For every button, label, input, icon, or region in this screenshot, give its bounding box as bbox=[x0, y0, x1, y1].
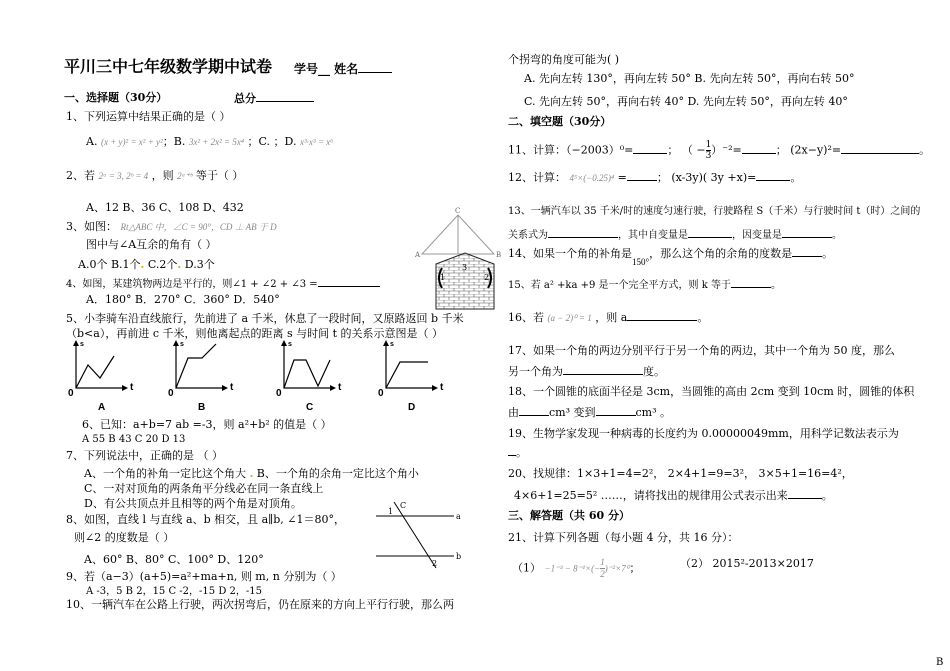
q14: 14、如果一个角的补角是$_{150^\circ}$，那么这个角的余角的度数是 。 bbox=[508, 247, 834, 267]
q12: 12、计算： 4⁵×(−0.25)⁴ = ； (x-3y)( 3y +x)= 。 bbox=[508, 171, 802, 184]
graph-s-label: s bbox=[180, 341, 184, 348]
q3: 3、如图： Rt△ABC 中，∠C = 90°，CD ⊥ AB 于 D bbox=[66, 220, 277, 233]
q3-options: A.0个 B.1个. C.2个. D.3个 bbox=[78, 258, 215, 271]
q21-1: $(1) -1^{-3} - 8^{-1}\times(-\frac{1}{2})^{-2}\times 7^0$； bbox=[512, 557, 641, 579]
section-fill-title: 二、填空题（30分） bbox=[508, 115, 612, 128]
q13-line1: 13、一辆汽车以 35 千米/时的速度匀速行驶，行驶路程 S（千米）与行驶时间 t（时）之间的 bbox=[508, 206, 921, 217]
q10: 10、一辆汽车在公路上行驶，两次拐弯后，仍在原来的方向上平行行驶，那么两 bbox=[66, 598, 454, 611]
title-fields: 学号__ 姓名 bbox=[294, 62, 392, 76]
page-title: 平川三中七年级数学期中试卷 bbox=[64, 57, 273, 76]
q19: 19、生物学家发现一种病毒的长度约为 0.00000049mm，用科学记数法表示为 bbox=[508, 427, 899, 440]
q5-line2: （b<a），再前进 c 千米，则他离起点的距离 s 与时间 t 的关系示意图是（ ） bbox=[66, 327, 444, 340]
q2-options: A、12 B、36 C、108 D、432 bbox=[86, 201, 244, 214]
graph-a bbox=[68, 340, 134, 413]
graph-c bbox=[276, 340, 342, 413]
q20-line2: 4×6+1=25=5² ……，请将找出的规律用公式表示出来 。 bbox=[514, 489, 833, 502]
q11: 11、计算：（−2003）⁰= ； （ $-\frac{1}{3})^{-2}=$ ； (2x−y)²= 。 bbox=[508, 140, 931, 161]
q8-line1: 8、如图，直线 l 与直线 a、b 相交，且 a∥b, ∠1＝80°， bbox=[66, 513, 345, 526]
q13-line2: 关系式为 ，其中自变量是 ，因变量是 。 bbox=[508, 227, 842, 243]
q18-line2: 由 cm³ 变到 cm³ 。 bbox=[508, 406, 671, 419]
label-line-c: C bbox=[400, 501, 407, 510]
q7-options-ab: A、一个角的补角一定比这个角大 . B、一个角的余角一定比这个角小 bbox=[84, 467, 419, 480]
graph-axes bbox=[386, 342, 436, 388]
q6-options: A 55 B 43 C 20 D 13 bbox=[82, 434, 186, 445]
q9: 9、若（a−3）(a+5)=a²+ma+n, 则 m, n 分别为（ ） bbox=[66, 570, 342, 583]
q1-options: A. (x + y)² = x² + y²；B. 3x² + 2x² = 5x⁴ ；C. ；D. x³·x³ = x⁶ bbox=[86, 135, 334, 148]
graph-t-label: t bbox=[440, 382, 444, 393]
q1: 1、下列运算中结果正确的是（ ） bbox=[66, 110, 231, 123]
q17-line2: 另一个角为 度。 bbox=[508, 365, 665, 378]
graph-line bbox=[284, 360, 330, 388]
graph-letter: B bbox=[198, 402, 206, 413]
q10-cont: 个拐弯的角度可能为( ) bbox=[508, 53, 620, 66]
graph-s-label: s bbox=[80, 341, 84, 348]
label-a: A bbox=[415, 251, 421, 259]
building-figure bbox=[432, 252, 498, 310]
q21-2: （2） 2015²-2013×2017 bbox=[680, 557, 814, 570]
label-b: B bbox=[496, 251, 502, 259]
graph-line bbox=[176, 344, 216, 388]
graph-axes bbox=[176, 342, 226, 388]
graph-t-label: t bbox=[130, 382, 134, 393]
graph-o-label: 0 bbox=[168, 388, 174, 399]
label-3: 3 bbox=[462, 263, 468, 272]
graph-o-label: 0 bbox=[276, 388, 282, 399]
label-angle-2: 2 bbox=[432, 559, 438, 568]
q10-options-ab: A. 先向左转 130°，再向左转 50° B. 先向左转 50°，再向右转 50° bbox=[524, 72, 855, 85]
corner-mark: B bbox=[936, 657, 944, 668]
q18-line1: 18、一个圆锥的底面半径是 3cm，当圆锥的高由 2cm 变到 10cm 时，圆锥的体积 bbox=[508, 385, 915, 398]
graph-axes bbox=[284, 342, 334, 388]
q16: 16、若 (a − 2)⁰ = 1 ，则 a 。 bbox=[508, 311, 709, 324]
q7: 7、下列说法中，正确的是 （ ） bbox=[66, 449, 223, 462]
q8-options: A、60° B、80° C、100° D、120° bbox=[84, 553, 264, 566]
graph-letter: C bbox=[306, 402, 314, 413]
label-line-a: a bbox=[456, 512, 461, 521]
label-angle-1: 1 bbox=[388, 507, 394, 516]
q6: 6、已知：a+b=7 ab =-3，则 a²+b² 的值是（ ） bbox=[82, 418, 332, 431]
q9-options: A -3，5 B 2，15 C -2，-15 D 2，-15 bbox=[86, 586, 262, 597]
section-answer-title: 三、解答题（共 60 分） bbox=[508, 509, 630, 522]
q2: 2、若 2ᵃ = 3, 2ᵇ = 4 ，则 2ᵃ⁺ᵇ 等于（ ） bbox=[66, 169, 244, 182]
parallel-lines-figure bbox=[372, 500, 464, 572]
q8-line2: 则∠2 的度数是（ ） bbox=[74, 531, 175, 544]
q21: 21、计算下列各题（每小题 4 分，共 16 分）： bbox=[508, 531, 739, 544]
q7-option-c: C、一对对顶角的两条角平分线必在同一条直线上 bbox=[84, 482, 324, 495]
graph-d bbox=[378, 340, 444, 413]
q17-line1: 17、如果一个角的两边分别平行于另一个角的两边，其中一个角为 50 度，那么 bbox=[508, 344, 895, 357]
q15: 15、若 a² +ka +9 是一个完全平方式，则 k 等于 。 bbox=[508, 277, 781, 293]
q4: 4、如图，某建筑物两边是平行的，则∠1 + ∠2 + ∠3 = bbox=[66, 276, 380, 292]
label-line-b: b bbox=[456, 552, 462, 561]
graph-s-label: s bbox=[288, 341, 292, 348]
q10-options-cd: C. 先向左转 50°，再向右转 40° D. 先向左转 50°，再向左转 40° bbox=[524, 95, 848, 108]
q7-option-d: D、有公共顶点并且相等的两个角是对顶角。 bbox=[84, 497, 302, 510]
q5-line1: 5、小李骑车沿直线旅行，先前进了 a 千米，休息了一段时间，又原路返回 b 千米 bbox=[66, 312, 464, 325]
label-2: 2 bbox=[484, 273, 490, 282]
graph-s-label: s bbox=[390, 341, 394, 348]
graph-line bbox=[386, 362, 428, 388]
total-score: 总分 bbox=[234, 91, 314, 106]
q20-line1: 20、找规律：1×3+1=4=2²， 2×4+1=9=3²， 3×5+1=16=4²， bbox=[508, 467, 853, 480]
graph-b bbox=[168, 340, 234, 413]
graph-t-label: t bbox=[230, 382, 234, 393]
graph-t-label: t bbox=[338, 382, 342, 393]
graph-o-label: 0 bbox=[68, 388, 74, 399]
graph-letter: D bbox=[408, 402, 416, 413]
section-choice-title: 一、选择题（30分） bbox=[64, 91, 168, 104]
graph-letter: A bbox=[98, 402, 106, 413]
q3-line2: 图中与∠A互余的角有（ ） bbox=[86, 238, 217, 251]
graph-o-label: 0 bbox=[378, 388, 384, 399]
label-1: 1 bbox=[440, 273, 446, 282]
q4-options: A．180° B．270° C．360° D．540° bbox=[86, 293, 280, 306]
label-c: C bbox=[455, 207, 461, 215]
q5-graphs bbox=[66, 340, 446, 412]
q19-blank: 。 bbox=[508, 445, 527, 460]
graph-axes bbox=[76, 342, 126, 388]
graph-line bbox=[76, 356, 114, 388]
